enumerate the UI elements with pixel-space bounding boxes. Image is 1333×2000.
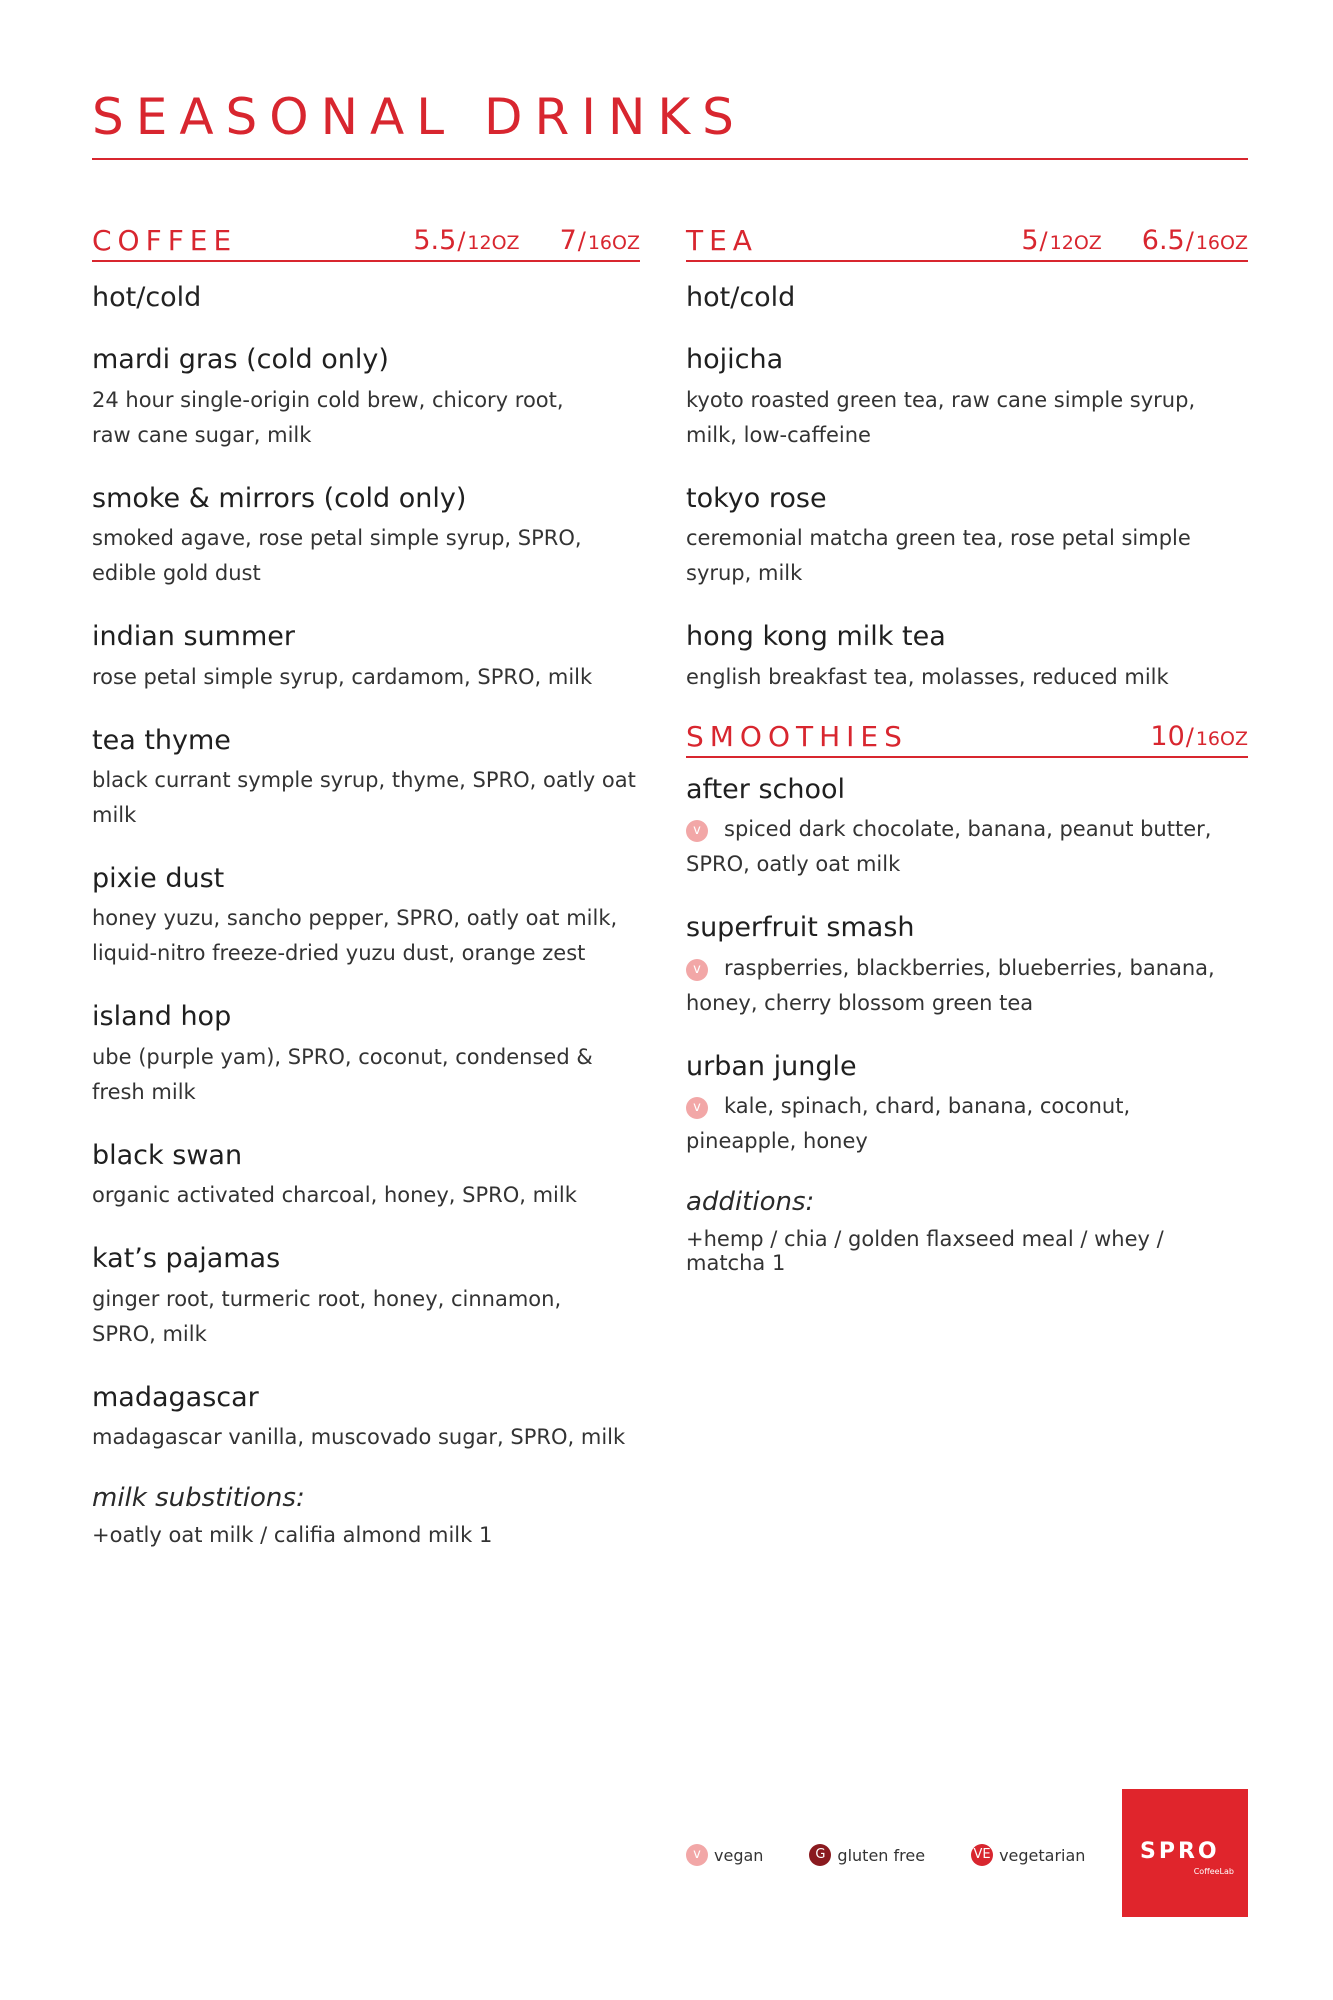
price-size: 16OZ xyxy=(1195,728,1248,750)
price-slash: / xyxy=(1185,723,1194,751)
item-name: pixie dust xyxy=(92,862,225,894)
legend-item-vegan xyxy=(686,1844,763,1866)
desc-line: fresh milk xyxy=(92,1079,196,1104)
vegan-badge-icon: v xyxy=(686,1097,708,1119)
price-value: 10 xyxy=(1150,721,1185,752)
desc-line: organic activated charcoal, honey, SPRO, milk xyxy=(92,1183,577,1208)
menu-item xyxy=(92,1001,640,1109)
tea-title: TEA xyxy=(686,224,758,257)
desc-line: smoked agave, rose petal simple syrup, SPRO, xyxy=(92,526,582,551)
price-size: 12OZ xyxy=(467,232,520,254)
menu-item xyxy=(686,344,1248,452)
price-size: 16OZ xyxy=(1195,232,1248,254)
item-description xyxy=(686,951,1248,1021)
menu-item xyxy=(92,1243,640,1351)
menu-item xyxy=(92,725,640,833)
price-value: 6.5 xyxy=(1141,225,1185,256)
coffee-price-small xyxy=(413,226,519,256)
gluten-free-icon: G xyxy=(809,1844,831,1866)
desc-line: black currant symple syrup, thyme, SPRO, oatly oat milk xyxy=(92,767,636,827)
tea-header xyxy=(686,226,1248,262)
tea-section xyxy=(686,226,1248,695)
legend-item-vegetarian xyxy=(971,1844,1085,1866)
menu-item xyxy=(92,621,640,694)
desc-line: pineapple, honey xyxy=(686,1129,868,1154)
item-name: superfruit smash xyxy=(686,912,915,944)
legend-label: gluten free xyxy=(837,1845,926,1865)
menu-item xyxy=(686,912,1248,1020)
coffee-price-large xyxy=(560,226,640,256)
smoothies-header xyxy=(686,722,1248,758)
menu-item xyxy=(686,774,1248,882)
smoothies-price xyxy=(1150,722,1248,752)
item-name: urban jungle xyxy=(686,1050,857,1082)
desc-text: spiced dark chocolate, banana, peanut butter, xyxy=(724,817,1212,842)
item-name: kat’s pajamas xyxy=(92,1243,281,1275)
menu-item xyxy=(92,863,640,971)
price-slash: / xyxy=(457,227,466,255)
desc-line: 24 hour single-origin cold brew, chicory root, xyxy=(92,387,564,412)
item-name: hojicha xyxy=(686,344,784,376)
item-name: black swan xyxy=(92,1139,243,1171)
item-description xyxy=(92,1420,640,1455)
desc-line xyxy=(686,812,1248,847)
logo-subtext: CoffeeLab xyxy=(1193,1867,1234,1876)
dietary-legend xyxy=(686,1844,1085,1866)
desc-line: edible gold dust xyxy=(92,561,261,586)
item-name: indian summer xyxy=(92,621,295,653)
coffee-section xyxy=(92,226,640,1547)
milk-substitutions-text: +oatly oat milk / califia almond milk 1 xyxy=(92,1522,493,1547)
smoothies-section xyxy=(686,722,1248,1275)
desc-line xyxy=(686,1089,1248,1124)
item-name: hong kong milk tea xyxy=(686,621,946,653)
additions-title: additions: xyxy=(686,1187,815,1218)
tea-subhead: hot/cold xyxy=(686,282,796,313)
menu-item xyxy=(686,483,1248,591)
page-title: SEASONAL DRINKS xyxy=(92,88,746,146)
tea-price-small xyxy=(1021,226,1101,256)
menu-item xyxy=(92,1140,640,1213)
item-name: island hop xyxy=(92,1001,232,1033)
desc-line: raw cane sugar, milk xyxy=(92,422,312,447)
item-description xyxy=(686,660,1248,695)
item-description xyxy=(686,383,1248,453)
item-description xyxy=(92,1040,640,1110)
item-name: after school xyxy=(686,774,846,805)
smoothies-prices xyxy=(1150,722,1248,752)
price-size: 12OZ xyxy=(1049,232,1102,254)
desc-line: milk, low-caffeine xyxy=(686,422,871,447)
spro-logo xyxy=(1122,1789,1248,1917)
additions-text: +hemp / chia / golden flaxseed meal / whey / matcha 1 xyxy=(686,1227,1164,1276)
menu-item xyxy=(92,344,640,452)
smoothies-title: SMOOTHIES xyxy=(686,720,908,753)
price-size: 16OZ xyxy=(587,232,640,254)
item-name: tokyo rose xyxy=(686,482,827,514)
desc-line: rose petal simple syrup, cardamom, SPRO, milk xyxy=(92,664,593,689)
desc-text: kale, spinach, chard, banana, coconut, xyxy=(724,1094,1131,1119)
item-description xyxy=(686,812,1248,882)
price-value: 5 xyxy=(1021,225,1039,256)
milk-substitutions-title: milk substitions: xyxy=(92,1482,305,1513)
item-description xyxy=(92,901,640,971)
item-name: smoke & mirrors (cold only) xyxy=(92,482,467,514)
desc-line: kyoto roasted green tea, raw cane simple syrup, xyxy=(686,387,1196,412)
desc-line: english breakfast tea, molasses, reduced milk xyxy=(686,664,1169,689)
coffee-header xyxy=(92,226,640,262)
price-value: 7 xyxy=(559,225,577,256)
desc-line: SPRO, oatly oat milk xyxy=(686,852,901,877)
item-description xyxy=(92,521,640,591)
legend-label: vegan xyxy=(714,1845,764,1865)
title-divider xyxy=(92,158,1248,160)
item-description xyxy=(92,763,640,833)
vegan-icon: v xyxy=(686,1844,708,1866)
desc-line: honey, cherry blossom green tea xyxy=(686,990,1034,1015)
desc-line: ube (purple yam), SPRO, coconut, condensed & xyxy=(92,1044,593,1069)
desc-line: ginger root, turmeric root, honey, cinnamon, xyxy=(92,1286,562,1311)
desc-line xyxy=(686,951,1248,986)
menu-item xyxy=(686,1051,1248,1159)
item-description xyxy=(92,1282,640,1352)
tea-price-large xyxy=(1142,226,1248,256)
item-name: mardi gras (cold only) xyxy=(92,344,389,376)
coffee-title: COFFEE xyxy=(92,224,238,257)
vegetarian-icon: VE xyxy=(971,1844,993,1866)
tea-prices xyxy=(1021,226,1248,256)
coffee-prices xyxy=(413,226,640,256)
item-description xyxy=(92,383,640,453)
item-description xyxy=(686,521,1248,591)
menu-item xyxy=(92,1382,640,1455)
vegan-badge-icon: v xyxy=(686,820,708,842)
desc-line: liquid-nitro freeze-dried yuzu dust, orange zest xyxy=(92,941,586,966)
item-name: madagascar xyxy=(92,1381,259,1413)
menu-item xyxy=(92,483,640,591)
legend-label: vegetarian xyxy=(999,1845,1086,1865)
desc-line: ceremonial matcha green tea, rose petal simple syrup, milk xyxy=(686,526,1191,586)
item-name: tea thyme xyxy=(92,724,231,756)
item-description xyxy=(92,660,640,695)
price-slash: / xyxy=(1039,227,1048,255)
price-slash: / xyxy=(577,227,586,255)
item-description xyxy=(686,1089,1248,1159)
price-value: 5.5 xyxy=(413,225,457,256)
desc-text: raspberries, blackberries, blueberries, banana, xyxy=(724,955,1215,980)
item-description xyxy=(92,1178,640,1213)
logo-text: SPRO xyxy=(1140,1839,1220,1864)
desc-line: madagascar vanilla, muscovado sugar, SPRO, milk xyxy=(92,1424,626,1449)
desc-line: honey yuzu, sancho pepper, SPRO, oatly oat milk, xyxy=(92,906,618,931)
menu-item xyxy=(686,621,1248,694)
legend-item-gluten-free xyxy=(809,1844,925,1866)
coffee-subhead: hot/cold xyxy=(92,282,202,313)
desc-line: SPRO, milk xyxy=(92,1321,207,1346)
price-slash: / xyxy=(1185,227,1194,255)
vegan-badge-icon: v xyxy=(686,959,708,981)
